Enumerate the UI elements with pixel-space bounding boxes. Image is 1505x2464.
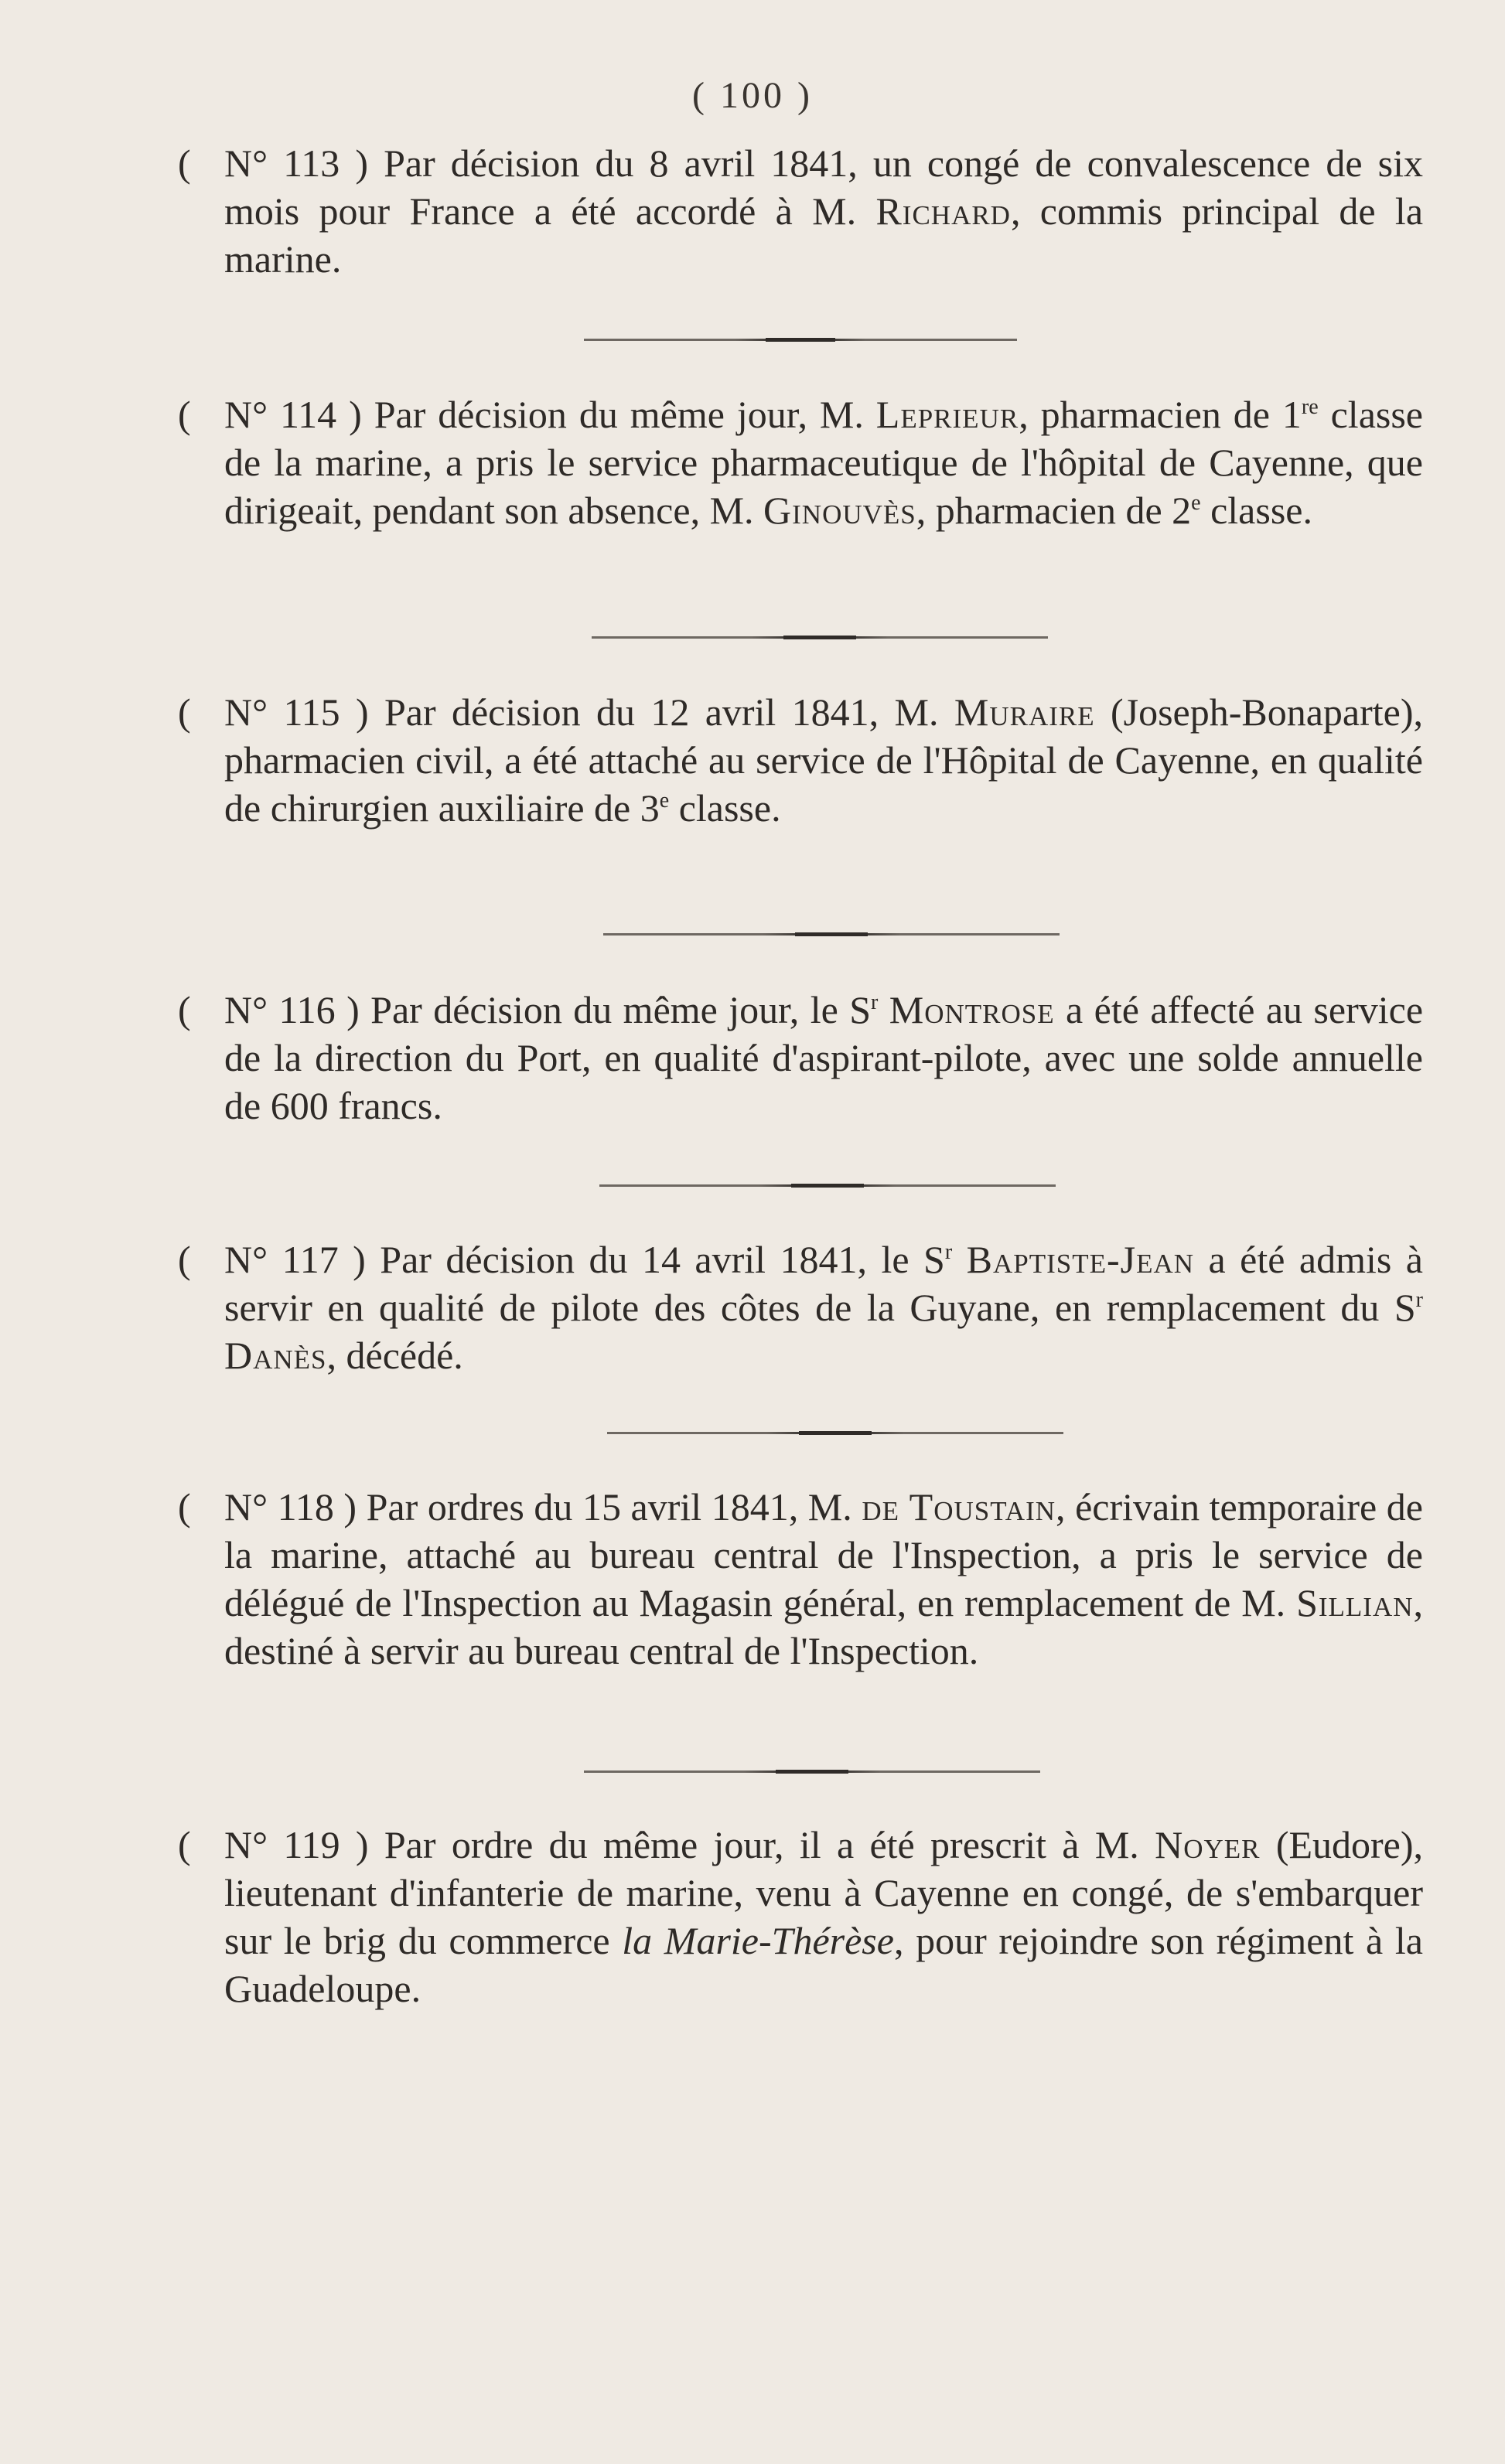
entry-number [178, 1823, 369, 1866]
entry-text: classe de la marine, a pris le service pharmaceutique de l'hôpital de Cayenne, que dirigeait, pendant son absence, M. [224, 393, 1423, 532]
entry-number-label: N° 116 ) [224, 988, 360, 1031]
entry-118 [178, 1483, 1423, 1675]
superscript: r [944, 1240, 953, 1264]
person-name: Richard [875, 189, 1011, 233]
entry-number-label: N° 113 ) [224, 141, 369, 185]
entry-text [952, 1238, 966, 1281]
entry-115 [178, 688, 1423, 832]
entry-text: Par décision du 8 avril 1841, un congé de convalescence de six mois pour France a été accordé à M. [224, 141, 1423, 233]
superscript: r [1415, 1288, 1423, 1312]
entry-number [178, 988, 360, 1031]
separator-rule [599, 1184, 1056, 1187]
entry-text: Par décision du 12 avril 1841, M. [384, 690, 954, 734]
person-name: Sillian [1296, 1581, 1414, 1624]
entry-number-label: N° 117 ) [224, 1238, 366, 1281]
entry-text: Par décision du 14 avril 1841, le S [380, 1238, 945, 1281]
entry-number [178, 1238, 366, 1281]
person-name: Muraire [954, 690, 1095, 734]
entry-114 [178, 390, 1423, 534]
separator-rule [603, 933, 1060, 936]
entry-113 [178, 139, 1424, 283]
page-number: ( 100 ) [692, 75, 813, 116]
entry-number-label: N° 118 ) [224, 1485, 357, 1528]
entry-text: (Joseph-Bonaparte), pharmacien civil, a été attaché au service de l'Hôpital de Cayenne, en qualité de chirurgien auxiliaire de 3 [224, 690, 1423, 830]
entry-text: , pharmacien de 1 [1019, 393, 1302, 436]
superscript: e [659, 789, 670, 813]
entry-number-label: N° 119 ) [224, 1823, 369, 1866]
separator-rule [584, 1770, 1040, 1773]
open-paren: ( [178, 393, 191, 436]
open-paren: ( [178, 1238, 191, 1281]
entry-text: a été affecté au service de la direction du Port, en qualité d'aspirant-pilote, avec une solde annuelle de 600 francs. [224, 988, 1424, 1127]
entry-number-label: N° 115 ) [224, 690, 369, 734]
person-name: Montrose [889, 988, 1055, 1031]
superscript: re [1301, 395, 1319, 419]
ship-name: la Marie-Thérèse [622, 1919, 894, 1962]
entry-text: classe. [669, 786, 781, 830]
entry-text: , écrivain temporaire de la marine, attaché au bureau central de l'Inspection, a pris le service de délégué de l'Inspection au Magasin général, en remplacement de M. [224, 1485, 1423, 1624]
entry-number-label: N° 114 ) [224, 393, 362, 436]
person-name: Ginouvès [763, 489, 916, 532]
entry-number [178, 1485, 357, 1528]
superscript: e [1191, 491, 1201, 515]
open-paren: ( [178, 1485, 191, 1528]
open-paren: ( [178, 1823, 191, 1866]
entry-text: Par décision du même jour, le S [370, 988, 872, 1031]
entry-text: , pour rejoindre son régiment à la Guadeloupe. [224, 1919, 1423, 2010]
entry-text: , décédé. [326, 1334, 463, 1377]
entry-text: Par ordre du même jour, il a été prescrit à M. [384, 1823, 1155, 1866]
entry-text: a été admis à servir en qualité de pilote des côtes de la Guyane, en remplacement du S [224, 1238, 1423, 1329]
entry-text: , pharmacien de 2 [916, 489, 1192, 532]
entry-text [878, 988, 889, 1031]
entry-text: (Eudore), lieutenant d'infanterie de marine, venu à Cayenne en congé, de s'embarquer sur le brig du commerce [224, 1823, 1424, 1962]
entry-117 [178, 1235, 1423, 1379]
person-name: Leprieur [875, 393, 1019, 436]
separator-rule [584, 339, 1017, 341]
person-name: Danès [224, 1334, 327, 1377]
open-paren: ( [178, 988, 191, 1031]
separator-rule [592, 636, 1048, 639]
entry-116 [178, 986, 1424, 1130]
entry-number [178, 690, 369, 734]
entry-text: , commis principal de la marine. [224, 189, 1424, 281]
separator-rule [607, 1432, 1063, 1434]
open-paren: ( [178, 690, 191, 734]
person-name: Noyer [1155, 1823, 1261, 1866]
entry-text: , destiné à servir au bureau central de l'Inspection. [224, 1581, 1423, 1672]
open-paren: ( [178, 141, 191, 185]
entry-text: Par ordres du 15 avril 1841, M. [366, 1485, 862, 1528]
entry-number [178, 141, 369, 185]
superscript: r [871, 990, 879, 1014]
entry-text: Par décision du même jour, M. [374, 393, 876, 436]
entry-number [178, 393, 362, 436]
entry-119 [178, 1821, 1424, 2012]
person-name: de Toustain [862, 1485, 1056, 1528]
person-name: Baptiste-Jean [966, 1238, 1195, 1281]
entry-text: classe. [1200, 489, 1312, 532]
